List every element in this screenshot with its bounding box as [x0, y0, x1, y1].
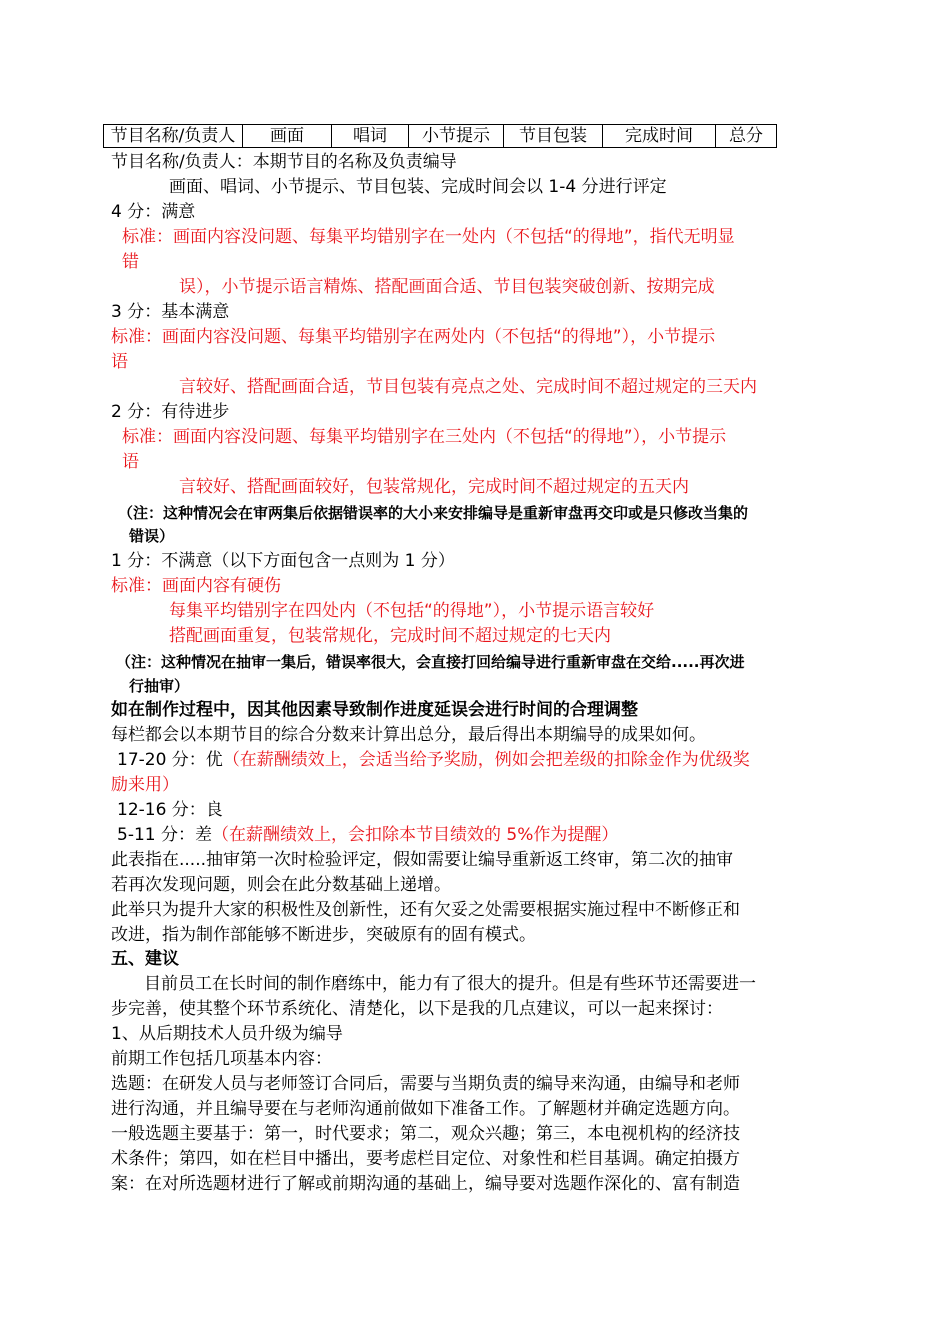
text-line: 此表指在.....抽审第一次时检验评定，假如需要让编导重新返工终审，第二次的抽审 — [111, 850, 734, 870]
score-level-heading: 3 分：基本满意 — [111, 302, 230, 322]
text-line: 若再次发现问题，则会在此分数基础上递增。 — [111, 875, 451, 895]
table-header-cell: 唱词 — [332, 125, 409, 148]
section-heading: 五、建议 — [111, 949, 179, 969]
score-level-heading: 1 分：不满意（以下方面包含一点则为 1 分） — [111, 551, 455, 571]
criteria-line: 标准：画面内容没问题、每集平均错别字在两处内（不包括“的得地”），小节提示 — [111, 327, 716, 347]
score-level-heading: 2 分：有待进步 — [111, 402, 230, 422]
criteria-line: 错 — [122, 252, 139, 272]
text-line: 一般选题主要基于：第一，时代要求；第二，观众兴趣；第三，本电视机构的经济技 — [111, 1124, 740, 1144]
text-line: 此举只为提升大家的积极性及创新性，还有欠妥之处需要根据实施过程中不断修正和 — [111, 900, 740, 920]
text-line: 目前员工在长时间的制作磨练中，能力有了很大的提升。但是有些环节还需要进一 — [144, 974, 756, 994]
criteria-line: 标准：画面内容有硬伤 — [111, 576, 281, 596]
text-line: 进行沟通，并且编导要在与老师沟通前做如下准备工作。了解题材并确定选题方向。 — [111, 1099, 740, 1119]
criteria-line: 每集平均错别字在四处内（不包括“的得地”），小节提示语言较好 — [169, 601, 655, 621]
score-level-heading: 4 分：满意 — [111, 202, 196, 222]
text-line: 术条件；第四，如在栏目中播出，要考虑栏目定位、对象性和栏目基调。确定拍摄方 — [111, 1149, 740, 1169]
text-line: 前期工作包括几项基本内容： — [111, 1049, 332, 1069]
criteria-line: 言较好、搭配画面较好，包装常规化，完成时间不超过规定的五天内 — [179, 477, 689, 497]
text-line: 步完善，使其整个环节系统化、清楚化，以下是我的几点建议，可以一起来探讨： — [111, 999, 723, 1019]
subsection-heading: 1、从后期技术人员升级为编导 — [111, 1024, 343, 1044]
text-line: 选题：在研发人员与老师签订合同后，需要与当期负责的编导来沟通，由编导和老师 — [111, 1074, 740, 1094]
grade-line: 12-16 分：良 — [117, 800, 223, 820]
table-header-cell: 节目包装 — [504, 125, 603, 148]
text-line: 案：在对所选题材进行了解或前期沟通的基础上，编导要对选题作深化的、富有制造 — [111, 1174, 740, 1194]
criteria-line: 语 — [122, 452, 139, 472]
grade-label: 17-20 分：优 — [117, 750, 223, 770]
note-line: （注：这种情况会在审两集后依据错误率的大小来安排编导是重新审盘再交印或是只修改当集的 — [118, 504, 749, 522]
grade-note: 励来用） — [111, 775, 179, 795]
text-line: 改进，指为制作部能够不断进步，突破原有的固有模式。 — [111, 925, 536, 945]
grade-note: （在薪酬绩效上，会扣除本节目绩效的 5%作为提醒） — [212, 825, 619, 845]
bold-statement: 如在制作过程中，因其他因素导致制作进度延误会进行时间的合理调整 — [111, 700, 638, 720]
criteria-line: 搭配画面重复，包装常规化，完成时间不超过规定的七天内 — [169, 626, 611, 646]
grade-line — [117, 748, 750, 772]
grade-line — [117, 823, 618, 847]
criteria-line: 语 — [111, 352, 128, 372]
text-line: 每栏都会以本期节目的综合分数来计算出总分，最后得出本期编导的成果如何。 — [111, 725, 706, 745]
scoring-table — [103, 124, 777, 148]
table-header-cell: 画面 — [243, 125, 332, 148]
note-line: 错误） — [129, 527, 175, 545]
grade-note: （在薪酬绩效上，会适当给予奖励，例如会把差级的扣除金作为优级奖 — [222, 750, 750, 770]
note-line: 行抽审） — [129, 677, 190, 695]
criteria-line: 误），小节提示语言精炼、搭配画面合适、节目包装突破创新、按期完成 — [179, 277, 715, 297]
table-header-cell: 节目名称/负责人 — [104, 125, 243, 148]
table-header-cell: 完成时间 — [603, 125, 716, 148]
table-header-cell: 小节提示 — [409, 125, 504, 148]
table-header-row — [104, 125, 777, 148]
criteria-line: 言较好、搭配画面合适，节目包装有亮点之处、完成时间不超过规定的三天内 — [179, 377, 757, 397]
grade-label: 5-11 分：差 — [117, 825, 212, 845]
note-line: （注：这种情况在抽审一集后，错误率很大，会直接打回给编导进行重新审盘在交给.....再次进 — [116, 653, 745, 671]
text-line: 节目名称/负责人：本期节目的名称及负责编导 — [111, 152, 457, 172]
criteria-line: 标准：画面内容没问题、每集平均错别字在三处内（不包括“的得地”），小节提示 — [122, 427, 727, 447]
text-line: 画面、唱词、小节提示、节目包装、完成时间会以 1-4 分进行评定 — [169, 177, 667, 197]
table-header-cell: 总分 — [716, 125, 777, 148]
criteria-line: 标准：画面内容没问题、每集平均错别字在一处内（不包括“的得地”，指代无明显 — [122, 227, 735, 247]
